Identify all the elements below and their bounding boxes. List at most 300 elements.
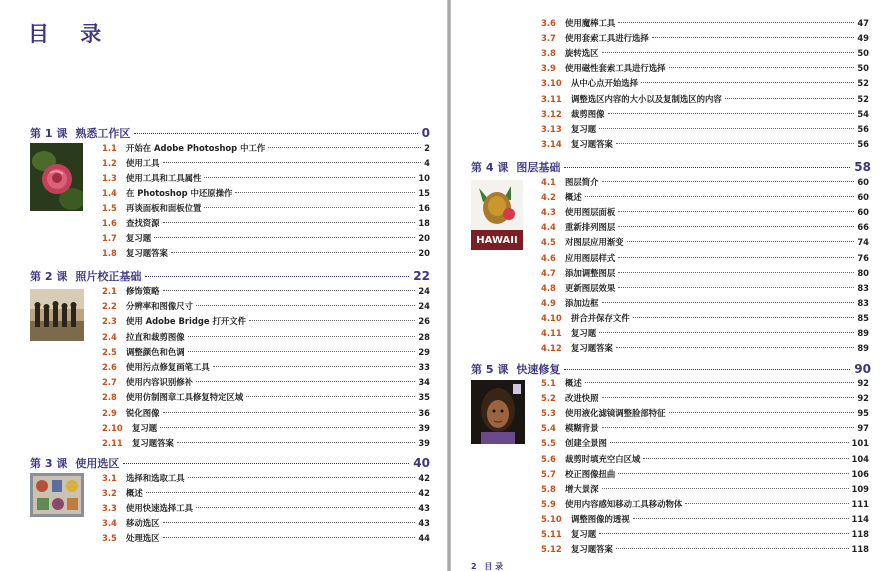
- entry-page: 36: [418, 407, 430, 418]
- leader-dots: [608, 113, 855, 114]
- leader-dots: [163, 537, 416, 538]
- toc-entry[interactable]: [541, 205, 869, 220]
- lesson-label: 第 2 课: [30, 270, 68, 283]
- entry-title: 调整选区内容的大小以及复制选区的内容: [571, 93, 722, 104]
- entry-page: 97: [857, 423, 869, 434]
- leader-dots: [641, 82, 854, 83]
- toc-entry[interactable]: [541, 341, 869, 356]
- entry-title: 旋转选区: [565, 48, 599, 59]
- entry-number: 5.9: [541, 498, 556, 509]
- leader-dots: [669, 67, 855, 68]
- entry-number: 3.5: [102, 533, 117, 543]
- entry-title: 图层简介: [565, 177, 599, 187]
- entry-page: 56: [857, 123, 869, 134]
- toc-entry[interactable]: [102, 246, 430, 261]
- entry-number: 1.4: [102, 188, 117, 198]
- toc-entry[interactable]: [541, 421, 869, 436]
- entry-title: 使用液化滤镜调整脸部特征: [565, 408, 666, 419]
- entry-page: 24: [418, 286, 430, 296]
- leader-dots: [246, 396, 415, 397]
- entry-page: 47: [857, 18, 869, 28]
- entry-number: 3.12: [541, 108, 562, 119]
- entry-page: 50: [857, 48, 869, 59]
- toc-entry[interactable]: [541, 376, 869, 391]
- toc-entry[interactable]: [541, 512, 869, 527]
- entry-title: 使用 Adobe Bridge 打开文件: [126, 316, 246, 327]
- entry-number: 3.1: [102, 473, 117, 483]
- leader-dots: [123, 463, 409, 464]
- lesson-name: 使用选区: [75, 457, 120, 470]
- entry-page: 33: [418, 362, 430, 372]
- leader-dots: [643, 458, 848, 459]
- right-page: [451, 0, 895, 571]
- entry-title: 增大景深: [565, 483, 599, 494]
- leader-dots: [633, 317, 855, 318]
- entry-page: 20: [418, 248, 430, 258]
- lesson-4-heading[interactable]: [471, 159, 871, 175]
- entry-title: 校正图像扭曲: [565, 468, 616, 479]
- lesson-label: 第 3 课: [30, 457, 68, 470]
- entry-page: 44: [418, 533, 430, 543]
- entry-page: 83: [857, 282, 869, 293]
- entry-title: 开始在 Adobe Photoshop 中工作: [126, 143, 266, 153]
- entry-page: 29: [418, 346, 430, 357]
- entry-title: 处理选区: [126, 533, 160, 543]
- entry-title: 移动选区: [126, 518, 160, 528]
- leader-dots: [599, 128, 854, 129]
- leader-dots: [627, 241, 855, 242]
- toc-entry[interactable]: [541, 46, 869, 61]
- lesson-5-heading[interactable]: [471, 361, 871, 377]
- toc-entry[interactable]: [102, 201, 430, 216]
- leader-dots: [188, 477, 416, 478]
- leader-dots: [618, 287, 854, 288]
- entry-number: 1.6: [102, 218, 117, 228]
- entry-number: 2.4: [102, 331, 117, 342]
- toc-entry[interactable]: [102, 330, 430, 345]
- entry-page: 50: [857, 63, 869, 74]
- entry-page: 52: [857, 78, 869, 89]
- toc-entry[interactable]: [102, 421, 430, 436]
- entry-title: 复习题: [571, 529, 597, 539]
- leader-dots: [204, 177, 415, 178]
- entry-number: 2.5: [102, 346, 117, 357]
- toc-entry[interactable]: [541, 61, 869, 76]
- entry-page: 28: [418, 331, 430, 342]
- toc-entry[interactable]: [541, 31, 869, 46]
- toc-entry[interactable]: [541, 452, 869, 467]
- lesson-label: 第 5 课: [471, 363, 509, 376]
- toc-entry[interactable]: [541, 326, 869, 341]
- entry-title: 改进快照: [565, 393, 599, 404]
- entry-title: 裁剪时填充空白区域: [565, 453, 641, 464]
- leader-dots: [618, 22, 854, 23]
- entry-number: 3.6: [541, 18, 556, 28]
- entry-page: 92: [857, 393, 869, 404]
- lesson-1-rose-thumbnail: [30, 143, 83, 211]
- entry-number: 4.12: [541, 343, 562, 354]
- left-page: [0, 0, 447, 571]
- lesson-label: 第 4 课: [471, 161, 509, 174]
- entry-page: 18: [418, 218, 430, 228]
- entry-number: 4.8: [541, 282, 556, 293]
- entry-page: 118: [851, 544, 869, 555]
- entry-title: 使用工具: [126, 158, 160, 168]
- leader-dots: [213, 366, 416, 367]
- entry-title: 复习题: [571, 328, 597, 338]
- entry-page: 15: [418, 188, 430, 198]
- leader-dots: [616, 143, 854, 144]
- entry-number: 3.3: [102, 503, 117, 513]
- toc-entry[interactable]: [102, 141, 430, 156]
- toc-entry[interactable]: [102, 156, 430, 171]
- leader-dots: [610, 442, 849, 443]
- lesson-3-objects-thumbnail: [30, 473, 84, 517]
- entry-number: 1.7: [102, 233, 117, 243]
- entry-number: 3.13: [541, 123, 562, 134]
- entry-number: 1.3: [102, 173, 117, 183]
- hawaii-label: HAWAII: [476, 235, 518, 246]
- entry-page: 56: [857, 138, 869, 149]
- entry-number: 5.6: [541, 453, 556, 464]
- lesson-label: 第 1 课: [30, 127, 68, 140]
- entry-page: 85: [857, 312, 869, 323]
- leader-dots: [585, 196, 855, 197]
- entry-number: 2.10: [102, 422, 123, 433]
- entry-number: 5.3: [541, 408, 556, 419]
- leader-dots: [177, 442, 415, 443]
- leader-dots: [196, 381, 415, 382]
- leader-dots: [171, 252, 415, 253]
- entry-page: 95: [857, 408, 869, 419]
- entry-number: 1.8: [102, 248, 117, 258]
- entry-number: 4.3: [541, 207, 556, 218]
- entry-page: 39: [418, 438, 430, 448]
- entry-number: 3.8: [541, 48, 556, 59]
- entry-page: 60: [857, 177, 869, 187]
- leader-dots: [154, 237, 415, 238]
- lesson-5-portrait-thumbnail: [471, 380, 525, 444]
- toc-entry[interactable]: [102, 360, 430, 375]
- portrait-image: [471, 380, 525, 444]
- lesson-2-heading[interactable]: [30, 268, 430, 284]
- leader-dots: [146, 492, 416, 493]
- footer-page-number: 2: [471, 562, 477, 571]
- footer-section: 目 录: [484, 562, 504, 571]
- entry-number: 1.5: [102, 203, 117, 213]
- leader-dots: [685, 503, 848, 504]
- entry-title: 添加边框: [565, 297, 599, 308]
- entry-number: 3.2: [102, 488, 117, 498]
- entry-number: 5.10: [541, 513, 562, 524]
- entry-number: 3.11: [541, 93, 562, 104]
- entry-title: 使用工具和工具属性: [126, 173, 202, 183]
- leader-dots: [602, 488, 849, 489]
- leader-dots: [633, 518, 849, 519]
- toc-title: 目 录: [28, 22, 114, 46]
- lesson-name: 熟悉工作区: [75, 127, 131, 140]
- entry-title: 使用套索工具进行选择: [565, 33, 649, 44]
- leader-dots: [618, 272, 854, 273]
- leader-dots: [599, 332, 854, 333]
- toc-entry[interactable]: [102, 345, 430, 360]
- toc-entry[interactable]: [102, 171, 430, 186]
- entry-title: 拼合并保存文件: [571, 312, 630, 323]
- entry-title: 概述: [126, 488, 143, 498]
- toc-entry[interactable]: [541, 482, 869, 497]
- leader-dots: [163, 412, 416, 413]
- toc-entry[interactable]: [102, 406, 430, 421]
- toc-entry[interactable]: [541, 137, 869, 152]
- entry-page: 101: [851, 438, 869, 449]
- leader-dots: [188, 351, 416, 352]
- entry-number: 5.2: [541, 393, 556, 404]
- leader-dots: [618, 211, 854, 212]
- leader-dots: [602, 427, 855, 428]
- toc-entry[interactable]: [102, 375, 430, 390]
- page-footer: [471, 561, 508, 571]
- entry-page: 49: [857, 33, 869, 44]
- entry-title: 选择和选取工具: [126, 473, 185, 483]
- entry-title: 使用内容识别修补: [126, 377, 193, 388]
- entry-page: 89: [857, 328, 869, 338]
- toc-entry[interactable]: [541, 406, 869, 421]
- toc-entry[interactable]: [541, 175, 869, 190]
- lesson-page: 40: [413, 456, 430, 470]
- entry-title: 使用快速选择工具: [126, 503, 193, 513]
- entry-page: 4: [424, 158, 430, 168]
- entry-title: 使用磁性套索工具进行选择: [565, 63, 666, 74]
- entry-page: 60: [857, 207, 869, 218]
- entry-page: 106: [851, 468, 869, 479]
- entry-page: 92: [857, 378, 869, 388]
- toc-entry[interactable]: [541, 542, 869, 557]
- entry-title: 锐化图像: [126, 407, 160, 418]
- rose-image: [30, 143, 83, 211]
- entry-title: 更新图层效果: [565, 282, 616, 293]
- entry-number: 2.1: [102, 286, 117, 296]
- entry-number: 5.8: [541, 483, 556, 494]
- entry-number: 2.6: [102, 362, 117, 372]
- entry-title: 复习题答案: [132, 438, 174, 448]
- entry-title: 从中心点开始选择: [571, 78, 638, 89]
- entry-number: 5.12: [541, 544, 562, 555]
- toc-entry[interactable]: [102, 231, 430, 246]
- toc-entry[interactable]: [102, 436, 430, 451]
- entry-page: 42: [418, 473, 430, 483]
- entry-title: 复习题答案: [126, 248, 168, 258]
- entry-number: 4.10: [541, 312, 562, 323]
- entry-number: 3.14: [541, 138, 562, 149]
- entry-page: 80: [857, 267, 869, 278]
- entry-title: 添加调整图层: [565, 267, 616, 278]
- toc-entry[interactable]: [102, 471, 430, 486]
- entry-title: 复习题答案: [571, 544, 613, 555]
- entry-page: 111: [851, 498, 869, 509]
- lesson-name: 快速修复: [516, 363, 561, 376]
- leader-dots: [145, 276, 409, 277]
- toc-entry[interactable]: [541, 497, 869, 512]
- entry-number: 3.4: [102, 518, 117, 528]
- lesson-name: 照片校正基础: [75, 270, 142, 283]
- leader-dots: [616, 548, 849, 549]
- leader-dots: [163, 162, 422, 163]
- toc-entry[interactable]: [102, 486, 430, 501]
- toc-entry[interactable]: [102, 299, 430, 314]
- entry-title: 查找资源: [126, 218, 160, 228]
- entry-title: 复习题: [126, 233, 152, 243]
- lesson-page: 58: [854, 160, 871, 174]
- leader-dots: [188, 336, 416, 337]
- entry-title: 对图层应用渐变: [565, 237, 624, 248]
- leader-dots: [725, 98, 855, 99]
- toc-entry[interactable]: [541, 391, 869, 406]
- entry-page: 34: [418, 377, 430, 388]
- leader-dots: [163, 290, 416, 291]
- toc-entry[interactable]: [541, 16, 869, 31]
- entry-title: 重新排列图层: [565, 222, 616, 233]
- leader-dots: [602, 302, 855, 303]
- leader-dots: [602, 181, 855, 182]
- lesson-name: 图层基础: [516, 161, 561, 174]
- leader-dots: [669, 412, 855, 413]
- leader-dots: [268, 147, 421, 148]
- leader-dots: [134, 133, 417, 134]
- toc-entry[interactable]: [541, 107, 869, 122]
- entry-page: 74: [857, 237, 869, 248]
- leader-dots: [160, 427, 415, 428]
- entry-number: 2.2: [102, 301, 117, 312]
- entry-title: 模糊背景: [565, 423, 599, 434]
- toc-entry[interactable]: [541, 251, 869, 266]
- entry-number: 4.5: [541, 237, 556, 248]
- toc-entry[interactable]: [541, 220, 869, 235]
- leader-dots: [602, 52, 855, 53]
- entry-page: 16: [418, 203, 430, 213]
- lesson-page: 0: [421, 126, 430, 140]
- entry-number: 2.8: [102, 392, 117, 403]
- entry-title: 再谈面板和面板位置: [126, 203, 202, 213]
- toc-entry[interactable]: [102, 314, 430, 329]
- leader-dots: [249, 320, 415, 321]
- leader-dots: [204, 207, 415, 208]
- entry-title: 调整图像的透视: [571, 513, 630, 524]
- entry-number: 2.11: [102, 438, 123, 448]
- lesson-3-heading[interactable]: [30, 455, 430, 471]
- lesson-page: 22: [413, 269, 430, 283]
- entry-page: 114: [851, 513, 869, 524]
- entry-number: 2.7: [102, 377, 117, 388]
- entry-page: 66: [857, 222, 869, 233]
- toc-entry[interactable]: [541, 436, 869, 451]
- entry-title: 复习题答案: [571, 138, 613, 149]
- toc-entry[interactable]: [102, 516, 430, 531]
- toc-entry[interactable]: [102, 186, 430, 201]
- entry-number: 5.1: [541, 378, 556, 388]
- lesson-2-group-photo-thumbnail: [30, 289, 84, 341]
- leader-dots: [618, 257, 854, 258]
- leader-dots: [196, 305, 415, 306]
- leader-dots: [235, 192, 415, 193]
- entry-title: 修饰策略: [126, 286, 160, 296]
- entry-number: 5.5: [541, 438, 556, 449]
- entry-title: 概述: [565, 378, 582, 388]
- toc-entry[interactable]: [102, 284, 430, 299]
- toc-entry[interactable]: [541, 92, 869, 107]
- leader-dots: [196, 507, 415, 508]
- entry-page: 42: [418, 488, 430, 498]
- leader-dots: [602, 397, 855, 398]
- entry-page: 104: [851, 453, 869, 464]
- toc-entry[interactable]: [541, 281, 869, 296]
- entry-title: 应用图层样式: [565, 252, 616, 263]
- entry-page: 54: [857, 108, 869, 119]
- entry-page: 2: [424, 143, 430, 153]
- toc-entry[interactable]: [102, 216, 430, 231]
- entry-number: 5.11: [541, 529, 562, 539]
- toc-entry[interactable]: [102, 531, 430, 546]
- toc-entry[interactable]: [541, 122, 869, 137]
- leader-dots: [652, 37, 855, 38]
- toc-entry[interactable]: [541, 311, 869, 326]
- entry-number: 3.10: [541, 78, 562, 89]
- entry-number: 4.6: [541, 252, 556, 263]
- entry-number: 3.9: [541, 63, 556, 74]
- entry-title: 在 Photoshop 中还原操作: [126, 188, 233, 198]
- toc-entry[interactable]: [541, 76, 869, 91]
- leader-dots: [618, 473, 848, 474]
- entry-number: 4.11: [541, 328, 562, 338]
- lesson-1-heading[interactable]: [30, 125, 430, 141]
- entry-title: 使用仿制图章工具修复特定区域: [126, 392, 244, 403]
- entry-number: 5.7: [541, 468, 556, 479]
- toc-entry[interactable]: [102, 390, 430, 405]
- entry-number: 5.4: [541, 423, 556, 434]
- entry-page: 43: [418, 518, 430, 528]
- entry-title: 裁剪图像: [571, 108, 605, 119]
- group-photo-image: [30, 289, 84, 341]
- entry-number: 1.2: [102, 158, 117, 168]
- leader-dots: [163, 522, 416, 523]
- entry-title: 概述: [565, 192, 582, 203]
- entry-title: 使用魔棒工具: [565, 18, 616, 28]
- entry-number: 4.9: [541, 297, 556, 308]
- entry-page: 24: [418, 301, 430, 312]
- toc-entry[interactable]: [541, 527, 869, 542]
- entry-page: 26: [418, 316, 430, 327]
- lesson-page: 90: [854, 362, 871, 376]
- entry-page: 35: [418, 392, 430, 403]
- entry-title: 使用图层面板: [565, 207, 616, 218]
- entry-number: 4.7: [541, 267, 556, 278]
- toc-entry[interactable]: [541, 266, 869, 281]
- toc-entry[interactable]: [541, 190, 869, 205]
- entry-page: 76: [857, 252, 869, 263]
- entry-page: 89: [857, 343, 869, 354]
- entry-number: 4.1: [541, 177, 556, 187]
- entry-title: 使用内容感知移动工具移动物体: [565, 498, 683, 509]
- leader-dots: [585, 382, 855, 383]
- toc-entry[interactable]: [541, 235, 869, 250]
- lesson-4-hawaii-thumbnail: [471, 180, 523, 250]
- toc-entry[interactable]: [102, 501, 430, 516]
- toc-entry[interactable]: [541, 296, 869, 311]
- entry-title: 分辨率和图像尺寸: [126, 301, 193, 312]
- objects-image: [30, 473, 84, 517]
- toc-entry[interactable]: [541, 467, 869, 482]
- entry-number: 1.1: [102, 143, 117, 153]
- entry-page: 43: [418, 503, 430, 513]
